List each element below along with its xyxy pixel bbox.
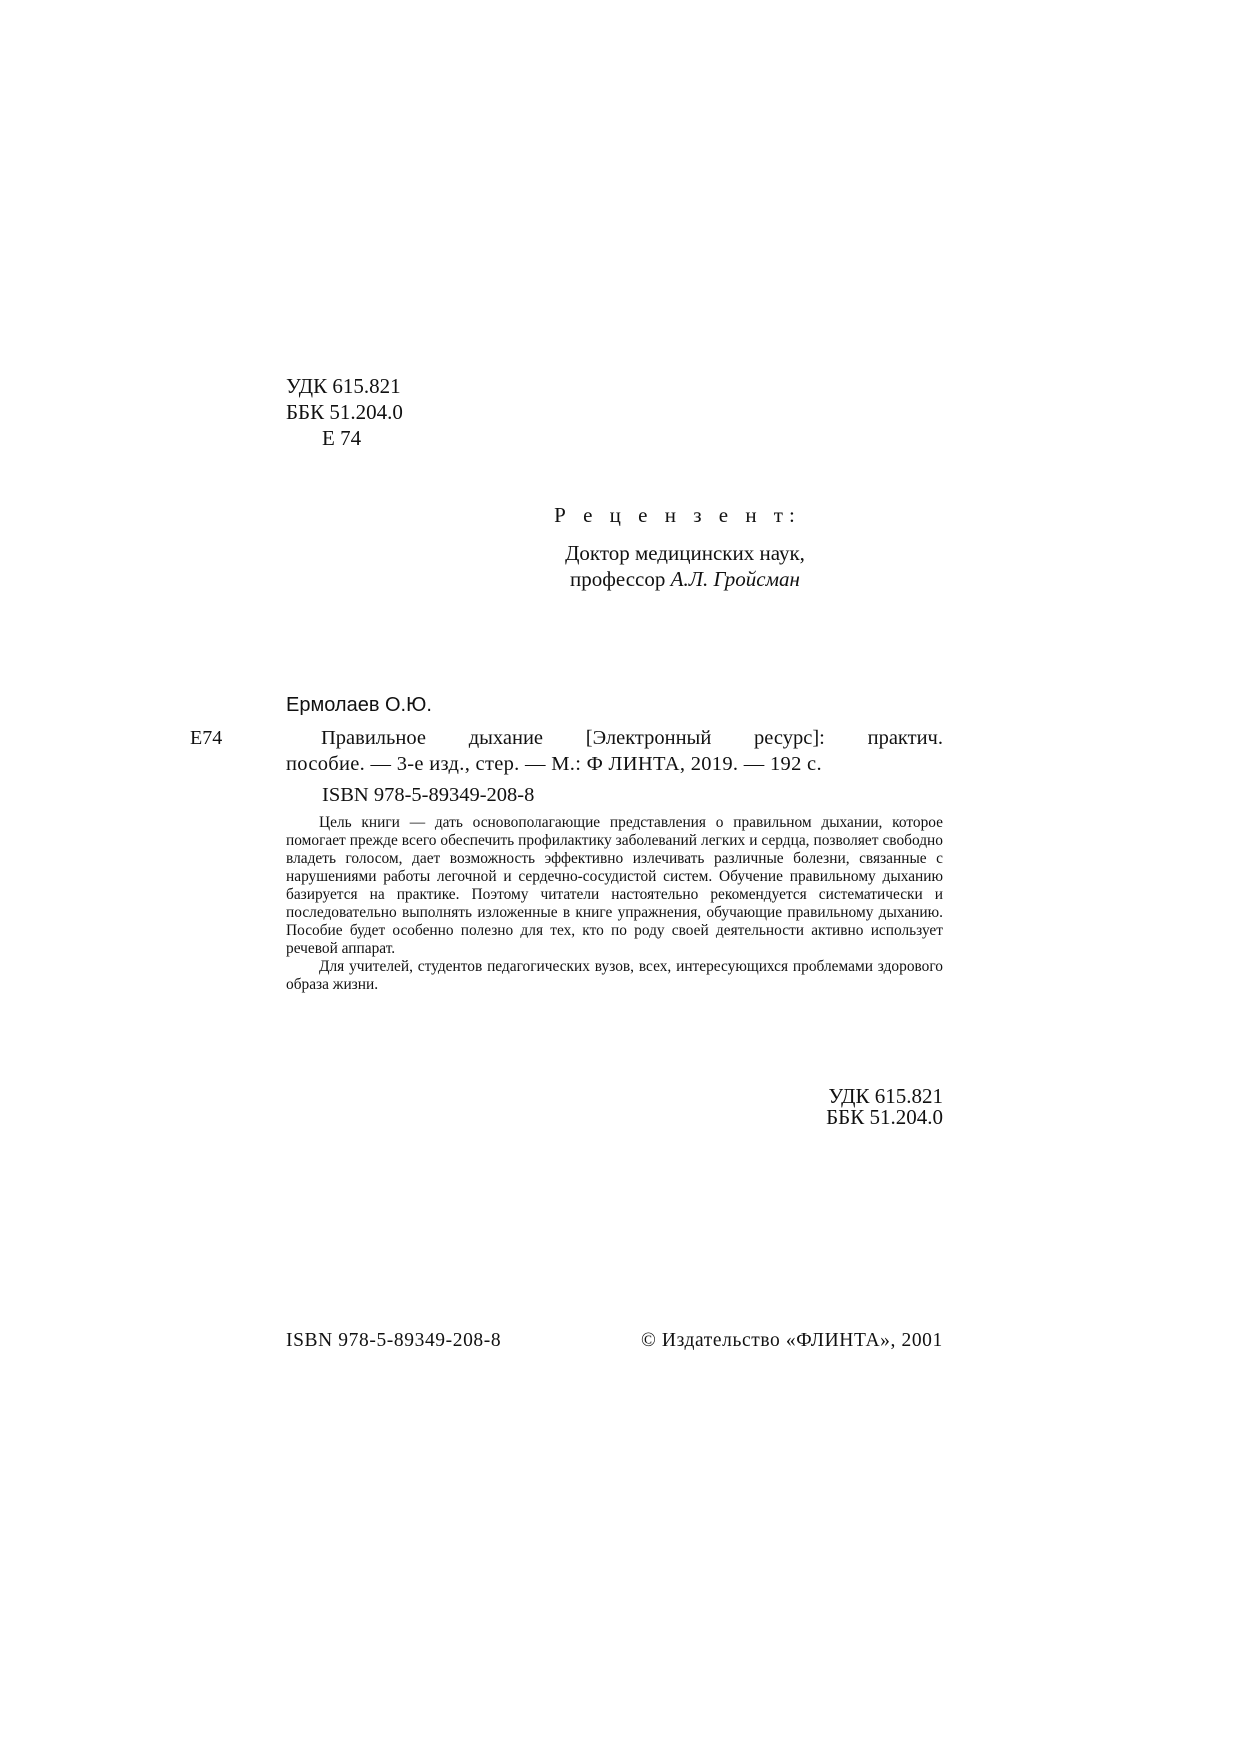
- book-author: Ермолаев О.Ю.: [286, 694, 432, 716]
- copyright-notice: © Издательство «ФЛИНТА», 2001: [641, 1330, 943, 1351]
- author-sign-code-top: Е 74: [322, 426, 362, 450]
- reviewer-heading: Р е ц е н з е н т:: [554, 503, 801, 527]
- udk-code-bottom: УДК 615.821: [828, 1084, 943, 1108]
- bibliographic-imprint-line: пособие. — 3-е изд., стер. — М.: Ф ЛИНТА, 2019. — 192 с.: [286, 753, 822, 775]
- reviewer-name: А.Л. Гройсман: [670, 567, 800, 591]
- isbn-footer: ISBN 978-5-89349-208-8: [286, 1330, 502, 1351]
- udk-code-top: УДК 615.821: [286, 374, 401, 398]
- reviewer-title: профессор: [570, 567, 671, 591]
- author-sign-code-side: Е74: [190, 727, 223, 749]
- reviewer-title-line: [0, 567, 1241, 592]
- annotation-paragraph: Цель книги — дать основополагающие представления о правильном дыхании, которое помогает прежде всего обеспечить профилактику заболеваний легких и сердца, позволяет свободно владеть голосом, дает возможность эффективно излечивать различные болезни, связанные с нарушениями работы легочной и сердечно-сосудистой систем. Обучение правильному дыханию базируется на практике. Поэтому читатели настоятельно рекомендуется систематически и последовательно выполнять изложенные в книге упражнения, обучающие правильному дыханию. Пособие будет особенно полезно для тех, кто по роду своей деятельности активно использует речевой аппарат.: [286, 814, 943, 957]
- annotation-audience-paragraph: Для учителей, студентов педагогических вузов, всех, интересующихся проблемами здорового образа жизни.: [286, 958, 943, 993]
- bibliographic-title-line: Правильное дыхание [Электронный ресурс]: практич.: [321, 727, 943, 749]
- reviewer-degree: Доктор медицинских наук,: [565, 541, 805, 565]
- annotation: [286, 814, 943, 994]
- bbk-code-bottom: ББК 51.204.0: [826, 1105, 943, 1129]
- bbk-code-top: ББК 51.204.0: [286, 400, 403, 424]
- isbn-bibliographic: ISBN 978-5-89349-208-8: [322, 784, 535, 806]
